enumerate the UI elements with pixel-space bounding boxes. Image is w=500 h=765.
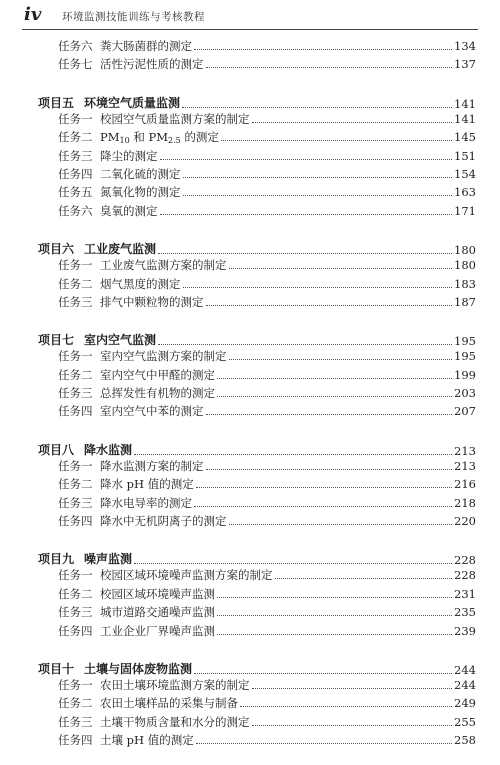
project-number: 项目九 (38, 552, 75, 567)
page-ref: 195 (454, 334, 476, 349)
page-ref: 235 (454, 605, 476, 620)
task-number: 任务一 (58, 258, 93, 273)
task-number: 任务二 (58, 586, 93, 601)
toc-task-row[interactable] (0, 604, 500, 622)
task-number: 任务七 (58, 57, 93, 72)
dot-leader (252, 725, 453, 726)
toc-project-row[interactable] (0, 545, 500, 567)
toc-task-row[interactable] (0, 294, 500, 312)
task-title: 活性污泥性质的测定 (100, 57, 204, 72)
dot-leader (134, 454, 452, 455)
toc-task-row[interactable] (0, 38, 500, 56)
page-ref: 244 (454, 662, 476, 677)
project-number: 项目六 (38, 242, 75, 257)
project-number: 项目十 (38, 661, 75, 676)
task-title: 工业废气监测方案的制定 (100, 258, 227, 273)
dot-leader (217, 615, 452, 616)
page-ref: 231 (454, 586, 476, 601)
toc-task-row[interactable] (0, 677, 500, 695)
page-ref: 249 (454, 696, 476, 711)
task-number: 任务一 (58, 349, 93, 364)
task-title: 臭氧的测定 (100, 203, 158, 218)
dot-leader (196, 743, 452, 744)
task-number: 任务二 (58, 130, 93, 145)
project-block (0, 89, 500, 221)
toc-task-row[interactable] (0, 495, 500, 513)
page-ref: 255 (454, 714, 476, 729)
task-title: 校园空气质量监测方案的制定 (100, 111, 250, 126)
toc-task-row[interactable] (0, 714, 500, 732)
page-ref: 141 (454, 111, 476, 126)
toc-task-row[interactable] (0, 367, 500, 385)
page-ref: 244 (454, 677, 476, 692)
page-ref: 180 (454, 258, 476, 273)
task-title: 农田土壤样品的采集与制备 (100, 696, 238, 711)
page-ref: 141 (454, 96, 476, 111)
task-number: 任务三 (58, 386, 93, 401)
task-number: 任务二 (58, 696, 93, 711)
task-title: 校园区域环境噪声监测方案的制定 (100, 568, 273, 583)
task-number: 任务四 (58, 514, 93, 529)
page-ref: 228 (454, 553, 476, 568)
toc-task-row[interactable] (0, 111, 500, 129)
task-number: 任务二 (58, 367, 93, 382)
page-ref: 180 (454, 243, 476, 258)
dot-leader (134, 563, 452, 564)
dot-leader (229, 524, 453, 525)
task-title: 排气中颗粒物的测定 (100, 294, 204, 309)
toc-task-row[interactable] (0, 732, 500, 750)
toc-task-row[interactable] (0, 203, 500, 221)
task-number: 任务四 (58, 404, 93, 419)
dot-leader (217, 634, 452, 635)
toc-task-row[interactable] (0, 184, 500, 202)
task-title: 粪大肠菌群的测定 (100, 39, 192, 53)
page-ref: 213 (454, 443, 476, 458)
page-ref: 154 (454, 166, 476, 181)
project-title: 噪声监测 (84, 552, 133, 567)
page-ref: 134 (454, 39, 476, 53)
task-number: 任务二 (58, 477, 93, 492)
toc-task-row[interactable] (0, 476, 500, 494)
subscript: 10 (119, 136, 130, 146)
task-title: 总挥发性有机物的测定 (100, 386, 215, 401)
project-number: 项目七 (38, 333, 75, 348)
page-ref: 216 (454, 477, 476, 492)
toc-task-row[interactable] (0, 385, 500, 403)
title-part: 和 PM (129, 130, 169, 145)
page-ref: 239 (454, 623, 476, 638)
task-number: 任务六 (58, 203, 93, 218)
dot-leader (221, 140, 452, 141)
toc-task-row[interactable] (0, 403, 500, 421)
project-number: 项目八 (38, 442, 75, 457)
dot-leader (158, 253, 452, 254)
task-number: 任务三 (58, 714, 93, 729)
page-ref: 163 (454, 185, 476, 200)
page-ref: 213 (454, 458, 476, 473)
project-block (0, 655, 500, 751)
dot-leader (160, 214, 453, 215)
task-number: 任务四 (58, 166, 93, 181)
project-number: 项目五 (38, 95, 75, 110)
page-ref: 183 (454, 276, 476, 291)
page-number: iv (24, 4, 42, 25)
page-ref: 220 (454, 514, 476, 529)
project-block (0, 235, 500, 312)
title-part: PM (100, 130, 120, 145)
task-number: 任务二 (58, 276, 93, 291)
task-title: 农田土壤环境监测方案的制定 (100, 677, 250, 692)
toc-task-row[interactable] (0, 257, 500, 275)
dot-leader (183, 195, 453, 196)
task-title: 室内空气中甲醛的测定 (100, 367, 215, 382)
task-number: 任务四 (58, 733, 93, 748)
toc-task-row[interactable] (0, 623, 500, 641)
project-block (0, 326, 500, 422)
dot-leader (158, 344, 452, 345)
page-ref: 199 (454, 367, 476, 382)
page-ref: 228 (454, 568, 476, 583)
dot-leader (182, 107, 452, 108)
header-rule (22, 29, 478, 30)
toc-task-row[interactable] (0, 129, 500, 147)
dot-leader (217, 597, 452, 598)
project-title: 室内空气监测 (84, 333, 157, 348)
project-title: 降水监测 (84, 442, 133, 457)
task-number: 任务一 (58, 568, 93, 583)
task-number: 任务六 (58, 39, 93, 53)
dot-leader (252, 122, 453, 123)
page-ref: 151 (454, 148, 476, 163)
project-title: 环境空气质量监测 (84, 95, 181, 110)
dot-leader (194, 673, 452, 674)
dot-leader (206, 305, 453, 306)
title-part: 的测定 (180, 130, 219, 145)
task-title: 降水监测方案的制定 (100, 458, 204, 473)
toc-project-row[interactable] (0, 326, 500, 348)
toc-task-row[interactable] (0, 276, 500, 294)
dot-leader (252, 688, 453, 689)
task-title: 室内空气监测方案的制定 (100, 349, 227, 364)
page-ref: 171 (454, 203, 476, 218)
task-number: 任务三 (58, 148, 93, 163)
task-number: 任务三 (58, 605, 93, 620)
toc-task-row[interactable] (0, 586, 500, 604)
dot-leader (240, 706, 452, 707)
toc-task-row[interactable] (0, 695, 500, 713)
task-title (96, 129, 219, 145)
task-title: 校园区域环境噪声监测 (100, 586, 215, 601)
task-title: 降水电导率的测定 (100, 495, 192, 510)
task-title: 土壤干物质含量和水分的测定 (100, 714, 250, 729)
dot-leader (194, 49, 452, 50)
toc-task-row[interactable] (0, 567, 500, 585)
subscript: 2.5 (168, 136, 181, 146)
task-title: 二氧化硫的测定 (100, 166, 181, 181)
toc-task-row[interactable] (0, 458, 500, 476)
continuation-block (0, 38, 500, 75)
project-title: 工业废气监测 (84, 242, 157, 257)
project-title: 土壤与固体废物监测 (84, 661, 193, 676)
page-ref: 187 (454, 294, 476, 309)
book-title: 环境监测技能训练与考核教程 (62, 11, 205, 23)
task-number: 任务一 (58, 111, 93, 126)
toc-task-row[interactable] (0, 56, 500, 74)
task-number: 任务四 (58, 623, 93, 638)
page-ref: 145 (454, 130, 476, 145)
toc-task-row[interactable] (0, 513, 500, 531)
dot-leader (194, 506, 452, 507)
page-ref: 258 (454, 733, 476, 748)
dot-leader (206, 67, 453, 68)
task-title: 土壤 pH 值的测定 (100, 733, 194, 748)
dot-leader (183, 177, 453, 178)
dot-leader (183, 287, 453, 288)
toc-task-row[interactable] (0, 148, 500, 166)
task-number: 任务一 (58, 677, 93, 692)
task-title: 烟气黑度的测定 (100, 276, 181, 291)
page-header (0, 0, 500, 32)
toc-project-row[interactable] (0, 655, 500, 677)
dot-leader (160, 159, 453, 160)
table-of-contents (0, 38, 500, 765)
dot-leader (217, 378, 452, 379)
page-ref: 195 (454, 349, 476, 364)
dot-leader (229, 359, 453, 360)
page-ref: 203 (454, 386, 476, 401)
task-number: 任务三 (58, 495, 93, 510)
toc-task-row[interactable] (0, 348, 500, 366)
task-title: 工业企业厂界噪声监测 (100, 623, 215, 638)
page-ref: 207 (454, 404, 476, 419)
page-ref: 218 (454, 495, 476, 510)
task-title: 降水中无机阴离子的测定 (100, 514, 227, 529)
task-title: 城市道路交通噪声监测 (100, 605, 215, 620)
toc-task-row[interactable] (0, 166, 500, 184)
task-number: 任务三 (58, 294, 93, 309)
dot-leader (206, 414, 453, 415)
toc-project-row[interactable] (0, 436, 500, 458)
dot-leader (196, 487, 452, 488)
dot-leader (217, 396, 452, 397)
task-number: 任务一 (58, 458, 93, 473)
dot-leader (229, 268, 453, 269)
project-block (0, 545, 500, 641)
page-ref: 137 (454, 57, 476, 72)
task-title: 降水 pH 值的测定 (100, 477, 194, 492)
project-block (0, 436, 500, 532)
task-title: 氮氧化物的测定 (100, 185, 181, 200)
toc-project-row[interactable] (0, 89, 500, 111)
task-title: 室内空气中苯的测定 (100, 404, 204, 419)
dot-leader (206, 469, 453, 470)
dot-leader (275, 578, 453, 579)
toc-project-row[interactable] (0, 235, 500, 257)
task-number: 任务五 (58, 185, 93, 200)
task-title: 降尘的测定 (100, 148, 158, 163)
